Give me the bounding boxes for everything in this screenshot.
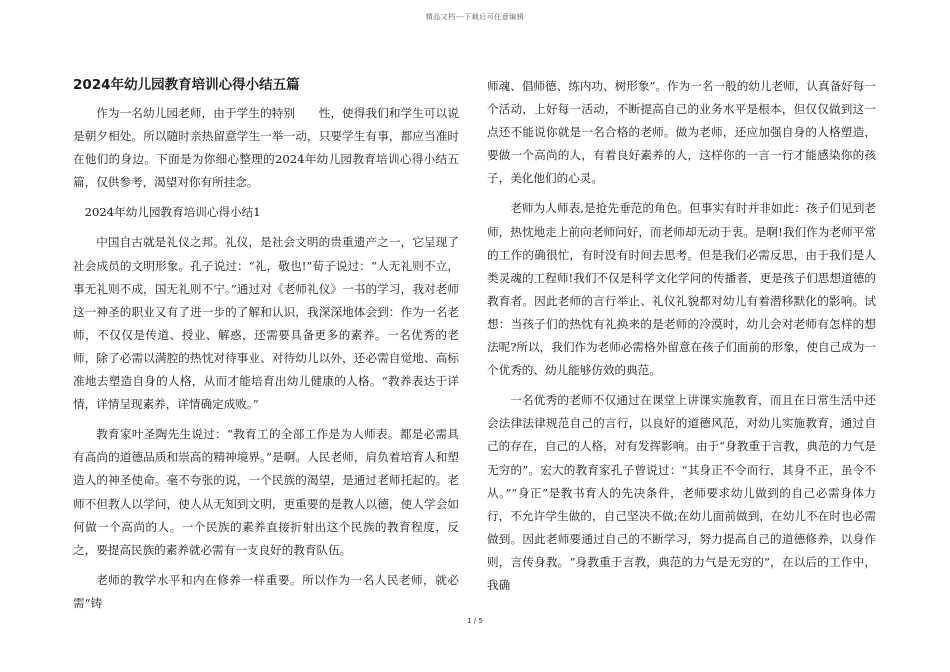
page-header: 精品文档---下载后可任意编辑 (425, 13, 525, 21)
body-paragraph: 老师为人师表,是抢先垂范的角色。但事实有时并非如此：孩子们见到老师，热忱地走上前向老师问好，而老师却无动于衷。是啊!我们作为老师平常的工作的确很忙，有时没有时间去思考。但是我们必需反思，由于我们是人类灵魂的工程师!我们不仅是科学文化学问的传播者，更是孩子们思想道德的教育者。因此老师的言行举止、礼仪礼貌都对幼儿有着潜移默化的影响。试想：当孩子们的热忱有礼换来的是老师的冷漠时，幼儿会对老师有怎样的想法呢?所以，我们作为老师必需格外留意在孩子们面前的形象，使自己成为一个优秀的、幼儿能够仿效的典范。 (487, 201, 876, 378)
left-column (73, 74, 459, 622)
page-number: 1 / 5 (467, 617, 483, 625)
body-paragraph: 教育家叶圣陶先生说过：“教育工的全部工作是为人师表。都是必需具有高尚的道德品质和崇高的精神境界。”是啊。人民老师，肩负着培育人和塑造人的神圣使命。毫不夸张的说，一个民族的渴望，是通过老师托起的。老师不但教人以学问，使人从无知到文明，更重要的是教人以德，使人学会如何做一个高尚的人。一个民族的素养直接折射出这个民族的教育程度，反之，要提高民族的素养就必需有一支良好的教育队伍。 (73, 427, 459, 557)
body-paragraph: 中国自古就是礼仪之邦。礼仪，是社会文明的贵重遗产之一，它呈现了社会成员的文明形象。孔子说过：“礼，敬也!”荀子说过：“人无礼则不立，事无礼则不成，国无礼则不宁。”通过对《老师礼仪》一书的学习，我对老师这一神圣的职业又有了进一步的了解和认识，我深深地体会到：作为一名老师，不仅仅是传道、授业、解惑，还需要具备更多的素养。一名优秀的老师，除了必需以满腔的热忱对待事业、对待幼儿以外，还必需自觉地、高标准地去塑造自身的人格，从而才能培育出幼儿健康的人格。“教养表达于详情，详情呈现素养，详情确定成败。” (73, 235, 459, 412)
body-paragraph: 一名优秀的老师不仅通过在课堂上讲课实施教育，而且在日常生活中还会法律法律规范自己的言行，以良好的道德风范，对幼儿实施教育，通过自己的存在，自己的人格，对有发挥影响。由于“身教重于言教，典范的力气是无穷的”。宏大的教育家孔子曾说过：“其身正不令而行，其身不正，虽令不从。”“身正”是教书育人的先决条件，老师要求幼儿做到的自己必需身体力行，不允许学生做的，自己坚决不做;在幼儿面前做到，在幼儿不在时也必需做到。因此老师要通过自己的不断学习，努力提高自己的道德修养，以身作则，言传身教。“身教重于言教，典范的力气是无穷的”，在以后的工作中，我确 (487, 393, 876, 592)
body-paragraph-continued: 师魂、倡师德、练内功、树形象”。作为一名一般的幼儿老师，认真备好每一个活动，上好每一活动，不断提高自己的业务水平是根本，但仅仅做到这一点还不能说你就是一名合格的老师。做为老师，还应加强自身的人格塑造，要做一个高尚的人，有着良好素养的人，这样你的一言一行才能感染你的孩子，美化他们的心灵。 (487, 79, 876, 186)
document-title: 2024年幼儿园教育培训心得小结五篇 (73, 77, 300, 93)
intro-paragraph: 作为一名幼儿园老师，由于学生的特别 性，使得我们和学生可以说是朝夕相处。所以随时亲热留意学生一举一动，只要学生有事，都应当准时在他们的身边。下面是为你细心整理的2024年幼儿园教育培训心得小结五篇，仅供参考，渴望对你有所挂念。 (73, 106, 459, 190)
section-heading: 2024年幼儿园教育培训心得小结1 (84, 205, 261, 220)
right-column (487, 75, 876, 604)
body-paragraph: 老师的教学水平和内在修养一样重要。所以作为一名人民老师，就必需“铸 (73, 572, 459, 610)
